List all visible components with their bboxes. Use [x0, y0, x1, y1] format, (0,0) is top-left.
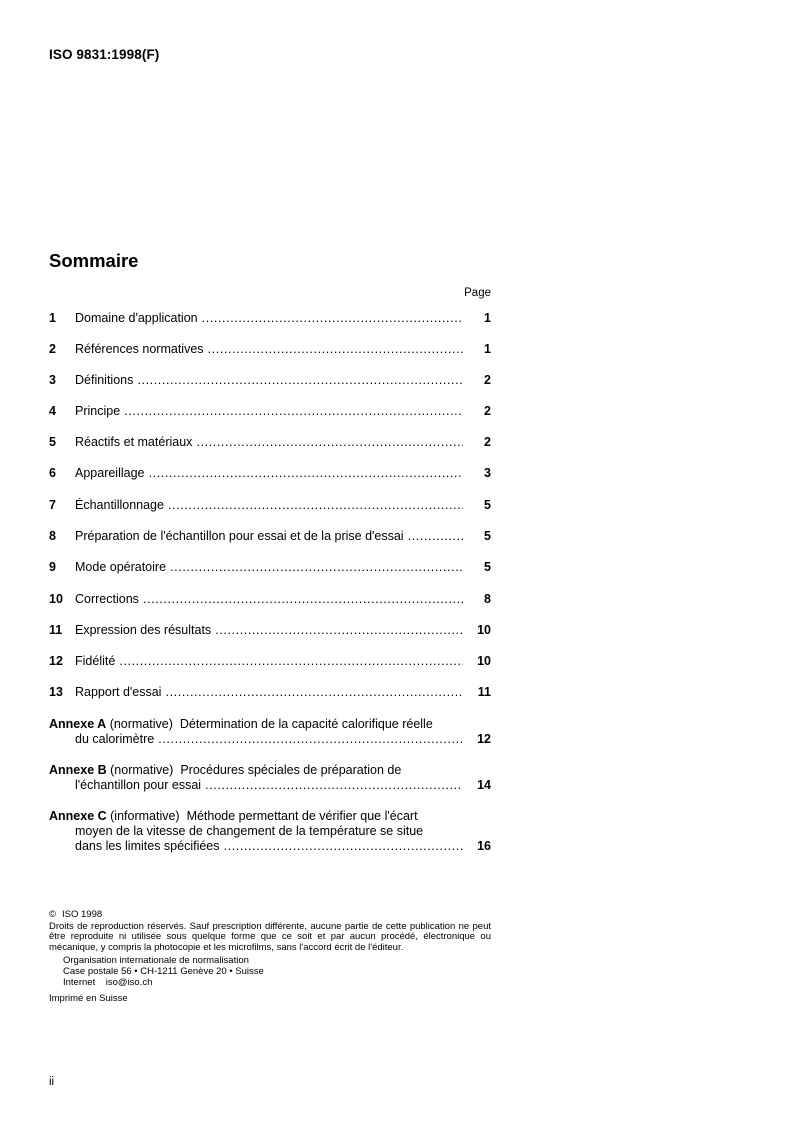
toc-entry-title: Domaine d'application ..... — [75, 311, 463, 326]
toc-entry-title: Références normatives ..... — [75, 342, 463, 357]
copyright-symbol: © — [49, 909, 56, 920]
page-number: ii — [49, 1076, 55, 1088]
toc-entry-title: Préparation de l'échantillon pour essai et de la prise d'essai ..... — [75, 529, 463, 544]
annex-title-continuation: moyen de la vitesse de changement de la température se situe — [75, 824, 424, 838]
toc-entry[interactable] — [49, 623, 491, 639]
toc-entry-number: 2 — [49, 342, 56, 356]
annex-page: 14 — [477, 778, 491, 792]
toc-entry[interactable] — [49, 466, 491, 482]
toc-entry-page: 2 — [484, 373, 491, 387]
toc-entry-title: Fidélité ..... — [75, 654, 463, 669]
annex-heading-line — [49, 763, 401, 778]
toc-entry-number: 5 — [49, 435, 56, 449]
toc-entry-number: 9 — [49, 560, 56, 574]
annex-type: (informative) — [110, 809, 180, 823]
toc-entry-title: Échantillonnage ..... — [75, 498, 463, 513]
toc-entry-title: Mode opératoire ..... — [75, 560, 463, 575]
annex-title-end: du calorimètre ..... — [75, 732, 463, 747]
toc-entry-page: 8 — [484, 592, 491, 606]
toc-entry-title: Définitions ..... — [75, 373, 463, 388]
annex-label: Annexe C — [49, 809, 107, 823]
toc-entry[interactable] — [49, 311, 491, 327]
toc-entry-page: 2 — [484, 404, 491, 418]
organization-address — [63, 956, 491, 988]
toc-entry-title: Expression des résultats ..... — [75, 623, 463, 638]
annex-title-end: dans les limites spécifiées ..... — [75, 839, 463, 854]
toc-entry-page: 3 — [484, 466, 491, 480]
toc-entry-number: 7 — [49, 498, 56, 512]
internet-label: Internet — [63, 976, 96, 988]
toc-entry[interactable] — [49, 404, 491, 420]
annex-page: 12 — [477, 732, 491, 746]
annex-title-start: Méthode permettant de vérifier que l'écart — [186, 809, 418, 823]
page-column-label: Page — [464, 287, 491, 299]
copyright-block — [49, 910, 491, 1005]
toc-entry[interactable] — [49, 435, 491, 451]
annex-heading-line — [49, 809, 418, 824]
annex-label: Annexe A — [49, 717, 107, 731]
toc-entry-page: 10 — [477, 623, 491, 637]
toc-entry-number: 1 — [49, 311, 56, 325]
toc-entry-number: 8 — [49, 529, 56, 543]
toc-entry-number: 11 — [49, 623, 63, 637]
toc-entry-title: Réactifs et matériaux ..... — [75, 435, 463, 450]
toc-entry-page: 10 — [477, 654, 491, 668]
page-title: Sommaire — [49, 250, 139, 271]
toc-entry[interactable] — [49, 373, 491, 389]
annex-title-start: Procédures spéciales de préparation de — [180, 763, 402, 777]
annex-title-end: l'échantillon pour essai ..... — [75, 778, 463, 793]
toc-entry[interactable] — [49, 685, 491, 701]
toc-entry-title: Rapport d'essai ..... — [75, 685, 463, 700]
toc-entry[interactable] — [49, 529, 491, 545]
toc-entry-number: 10 — [49, 592, 63, 606]
annex-title-start: Détermination de la capacité calorifique réelle — [179, 717, 433, 731]
annex-page: 16 — [477, 839, 491, 853]
toc-entry-page: 5 — [484, 529, 491, 543]
annex-type: (normative) — [109, 717, 173, 731]
organization-name: Organisation internationale de normalisation — [63, 955, 249, 967]
contact-email: iso@iso.ch — [105, 976, 153, 988]
toc-entry-number: 6 — [49, 466, 56, 480]
toc-entry-page: 5 — [484, 498, 491, 512]
toc-entry-title: Corrections ..... — [75, 592, 463, 607]
toc-entry-number: 12 — [49, 654, 63, 668]
toc-entry-number: 4 — [49, 404, 56, 418]
toc-entry-title: Principe ..... — [75, 404, 463, 419]
toc-entry-page: 1 — [484, 342, 491, 356]
toc-entry[interactable] — [49, 654, 491, 670]
annex-heading-line — [49, 717, 433, 732]
toc-entry-page: 11 — [477, 685, 491, 699]
toc-entry-page: 5 — [484, 560, 491, 574]
toc-entry[interactable] — [49, 560, 491, 576]
postal-address: Case postale 56 • CH-1211 Genève 20 • Suisse — [63, 965, 264, 977]
toc-entry[interactable] — [49, 592, 491, 608]
toc-entry-title: Appareillage ..... — [75, 466, 463, 481]
rights-notice: Droits de reproduction réservés. Sauf prescription différente, aucune partie de cette publication ne peut être reproduite ni utilisée sous quelque forme que ce soit et par aucun procédé, électronique ou mécanique, y compris la photocopie et les microfilms, sans l'accord écrit de l'éditeur. — [49, 920, 491, 953]
toc-entry-page: 1 — [484, 311, 491, 325]
toc-entry-number: 13 — [49, 685, 63, 699]
toc-entry[interactable] — [49, 498, 491, 514]
toc-entry-number: 3 — [49, 373, 56, 387]
annex-label: Annexe B — [49, 763, 107, 777]
toc-entry[interactable] — [49, 342, 491, 358]
toc-entry-page: 2 — [484, 435, 491, 449]
copyright-owner: ISO 1998 — [62, 909, 103, 920]
annex-type: (normative) — [110, 763, 174, 777]
document-code: ISO 9831:1998(F) — [49, 47, 160, 62]
printed-notice: Imprimé en Suisse — [49, 993, 128, 1005]
